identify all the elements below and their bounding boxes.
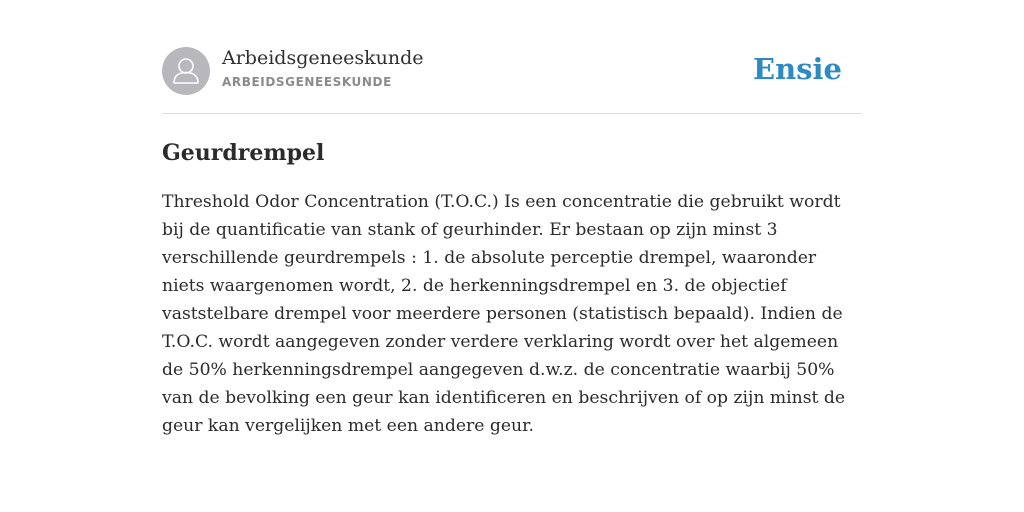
brand-logo[interactable]: Ensie bbox=[753, 52, 842, 86]
avatar[interactable] bbox=[162, 47, 210, 95]
author-name[interactable]: Arbeidsgeneeskunde bbox=[222, 47, 424, 69]
author-subtitle: ARBEIDSGENEESKUNDE bbox=[222, 75, 392, 89]
entry-title: Geurdrempel bbox=[162, 140, 325, 166]
user-icon bbox=[162, 47, 210, 95]
author-info bbox=[222, 46, 423, 90]
entry-card bbox=[162, 46, 862, 440]
entry-body: Threshold Odor Concentration (T.O.C.) Is een concentratie die gebruikt wordt bij de quantificatie van stank of geurhinder. Er bestaan op zijn minst 3 verschillende geurdrempels : 1. de absolute perceptie drempel, waaronder niets waargenomen wordt, 2. de herkenningsdrempel en 3. de objectief vaststelbare drempel voor meerdere personen (statistisch bepaald). Indien de T.O.C. wordt aangegeven zonder verdere verklaring wordt over het algemeen de 50% herkenningsdrempel aangegeven d.w.z. de concentratie waarbij 50% van de bevolking een geur kan identificeren en beschrijven of op zijn minst de geur kan vergelijken met een andere geur. bbox=[162, 192, 846, 436]
entry-header bbox=[162, 46, 862, 114]
